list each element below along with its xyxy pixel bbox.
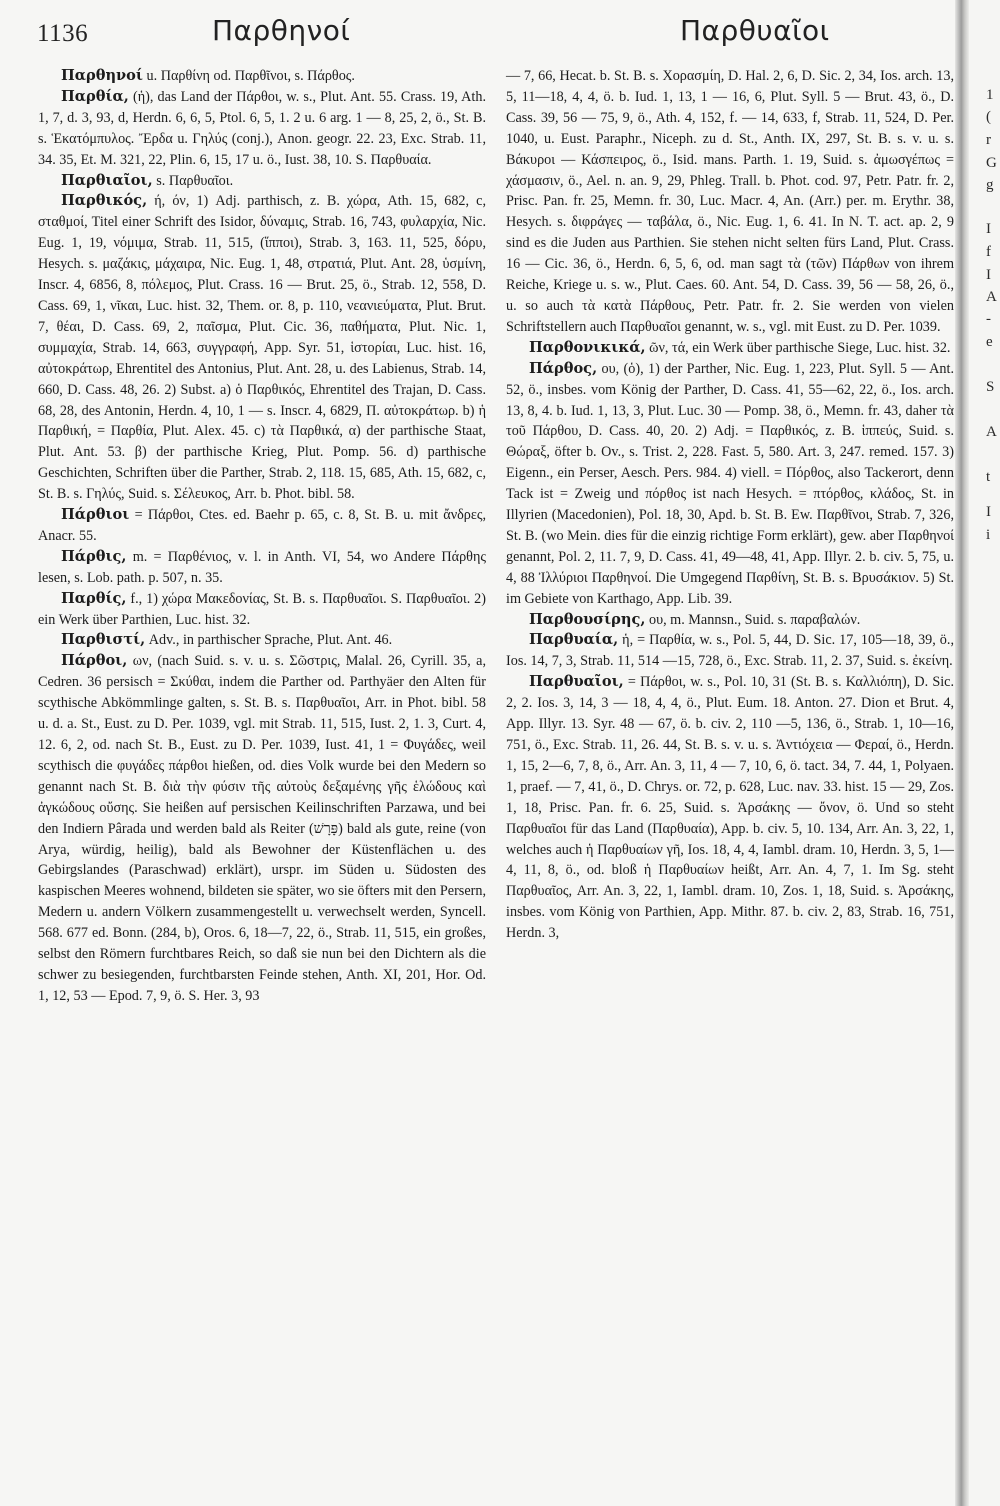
entry-headword: Παρθουσίρης, [529,610,646,628]
entry-headword: Παρθονικικά, [529,338,646,356]
entry-definition: = Πάρθοι, w. s., Pol. 10, 31 (St. B. s. Καλλιόπη), D. Sic. 2, 2. Ios. 3, 14, 3 — 18, 4, 4, ö., Plut. Eum. 18. Anton. 27. Dion et Brut. 4, App. Illyr. 13. Syr. 48 — 67, ö. b. civ. 2, 110 —5, 136, ö., Strab. 1, 10—16, 751, ö., Exc. Strab. 11, 26. 44, St. B. s. v. u. s. Ἀντιόχεια — Φεραί, ö., Herdn. 1, 15, 2—6, 7, 8, ö., Arr. An. 3, 11, 4 — 7, 10, 6, ö. tact. 34, 7. 44, 1, Polyaen. 1, praef. — 7, 41, ö., D. Chrys. or. 72, p. 628, Luc. nav. 33. hist. 15 — 29, Zos. 1, 18, Prisc. Pan. fr. 6. 25, Suid. s. Ἀρσάκης — ὄνον, ö. Und so steht Παρθυαῖοι für das Land (Παρθυαία), App. b. civ. 5, 10. 134, Arr. An. 3, 22, 1, welches auch ἡ Παρθυαίων γῆ, Ios. 18, 4, 4, Iambl. dram. 10, Herdn. 3, 5, 1—4, 11, 8, ö., od. bloß ἡ Παρθυαίων heißt, Arr. An. 4, 7, 1. Im Sg. steht Παρθυαῖος, Arr. An. 3, 22, 1, Iambl. dram. 10, Zos. 1, 18, Suid. s. Ἀρσάκης, insbes. vom König von Parthien, App. Mithr. 87. b. civ. 2, 83, Strab. 16, 751, Herdn. 3, [506,674,954,942]
entry-definition: s. Παρθυαῖοι. [152,172,234,189]
entry-definition: ου, m. Mannsn., Suid. s. παραβαλών. [645,611,861,628]
entry-definition: f., 1) χώρα Μακεδονίας, St. B. s. Παρθυαῖοι. S. Παρθυαῖοι. 2) ein Werk über Parthien, Luc. hist. 32. [38,590,486,628]
dictionary-entry [38,191,486,505]
left-column [38,66,486,1007]
dictionary-entry [506,359,954,610]
entry-headword: Παρθηνοί [61,67,143,84]
entry-definition: u. Παρθίνη od. Παρθῖνοι, s. Πάρθος. [142,68,355,84]
right-column [506,66,954,944]
adjacent-page-text-fragment: 1 [986,87,994,103]
entry-headword: Πάρθις, [61,547,127,565]
adjacent-page-text-fragment: A [986,424,997,440]
adjacent-page-text-fragment: i [986,527,991,543]
entry-headword: Παρθικός, [61,192,148,210]
dictionary-entry [38,66,486,87]
adjacent-page-text-fragment: I [986,221,991,237]
entry-definition: ή, όν, 1) Adj. parthisch, z. B. χώρα, Ath. 15, 682, c, σταθμοί, Titel einer Schrift des Isidor, δύναμις, Strab. 16, 743, φυλαρχία, Nic. Eug. 1, 19, νόμιμα, Strab. 11, 515, (ἵπποι), Strab. 3, 163. 11, 525, δόρυ, Hesych. s. μαζάκις, μάχαιρα, Nic. Eug. 1, 48, στρατιά, Plut. Ant. 28, ὑσμίνη, Inscr. 4, 6856, 8, πόλεμος, Plut. Crass. 16 — Brut. 25, ö., Strab. 12, 558, D. Cass. 69, 1, νῖκαι, Luc. hist. 32, Them. or. 8, p. 110, νεανιεύματα, Plut. Brut. 7, θέαι, D. Cass. 69, 2, παῖσμα, Plut. Cic. 36, παθήματα, Plut. Nic. 1, συμμαχία, Strab. 14, 663, συγγραφή, App. Syr. 51, ἱστορίαι, Luc. hist. 16, αὐτοκράτωρ, Ehrentitel des Antonius, Plut. Ant. 28, u. des Labienus, Strab. 14, 660, D. Cass. 48, 26. 2) Subst. a) ὁ Παρθικός, Ehrentitel des Trajan, D. Cass. 68, 28, des Antonin, Herdn. 4, 10, 1 — s. Inscr. 4, 6829, Π. αὐτοκράτωρ. b) ἡ Παρθική, = Παρθία, Plut. Alex. 45. c) τὰ Παρθικά, α) der parthische Staat, Plut. Ant. 53. β) der parthische Krieg, Plut. Pomp. 56. d) parthische Geschichten, Schriften über die Parther, Strab. 2, 118. 15, 685, Ath. 15, 682, c, St. B. s. Γηλύς, Suid. s. Σέλευκος, Arr. b. Phot. bibl. 58. [38,193,486,503]
adjacent-page-text-fragment: G [986,155,997,171]
dictionary-entry [506,338,954,359]
adjacent-page-text-fragment: S [986,379,995,395]
adjacent-page-text-fragment: r [986,132,991,148]
running-head-right: Παρθυαῖοι [680,14,830,47]
entry-headword: Πάρθιοι [61,506,130,524]
adjacent-page-text-fragment: t [986,469,991,485]
dictionary-entry [506,672,954,944]
adjacent-page-text-fragment: g [986,177,994,193]
dictionary-entry [506,610,954,631]
adjacent-page-text-fragment: I [986,267,991,283]
adjacent-page-text-fragment: I [986,504,991,520]
entry-headword: Πάρθος, [529,359,598,377]
dictionary-entry [38,171,486,192]
dictionary-entry [38,589,486,631]
book-gutter-shadow [955,0,969,1506]
entry-headword: Παρθυαῖοι, [529,673,624,691]
adjacent-page-text-fragment: A [986,289,997,305]
entry-definition: m. = Παρθένιος, v. l. in Anth. VI, 54, wo Andere Πάρθης lesen, s. Lob. path. p. 507, n. 35. [38,548,486,586]
entry-headword: Παρθιστί, [61,631,146,649]
entry-definition: ων, (nach Suid. s. v. u. s. Σῶστρις, Malal. 26, Cyrill. 35, a, Cedren. 36 persisch = Σκύθαι, indem die Parther od. Parthyäer den Alten für scythische Abkömmlinge galten, s. St. B. s. Παρθυαῖοι, Arr. in Phot. bibl. 58 u. d. a. St., Eust. zu D. Per. 1039, vgl. mit Strab. 11, 515, Iust. 2, 1. 3, Curt. 4, 12. 6, 2, od. nach St. B., Eust. zu D. Per. 1039, Iust. 41, 1 = Φυγάδες, weil scythisch die φυγάδες πάρθοι hießen, od. dies Volk wurde bei den Medern so genannt nach St. B. διὰ τὴν φύσιν τῆς αὐτοὺς δεξαμένης γῆς ἑλώδους καὶ ἀγκώδους οὔσης. Sie heißen auf persischen Keilinschriften Parzawa, und bei den Indiern Pârada und werden bald als Reiter (פָּרָשׁ) bald als gute, reine (von Arya, würdig, heilig), bald als Bewohner der Küstenflächen u. des Gebirgslandes (Paraschwad) erklärt), urspr. im Süden u. Südosten des kaspischen Meeres wohnend, bildeten sie später, wo sie öfters mit den Persern, Medern u. andern Völkern zusammengestellt u. verwechselt werden, Syncell. 568. 677 ed. Bonn. (284, b), Oros. 6, 18—7, 22, ö., Strab. 11, 515, ein großes, selbst den Römern furchtbares Reich, so daß sie nun bei den Dichtern als die schwer zu besiegenden, furchtbarsten Feinde stehen, Anth. XI, 201, Hor. Od. 1, 12, 53 — Epod. 7, 9, ö. S. Her. 3, 93 [38,653,486,1004]
dictionary-entry [38,651,486,1006]
entry-definition: Adv., in parthischer Sprache, Plut. Ant. 46. [145,632,393,649]
entry-definition: — 7, 66, Hecat. b. St. B. s. Χορασμίη, D. Hal. 2, 6, D. Sic. 2, 34, Ios. arch. 13, 5, 11—18, 4, 4, ö. b. Iud. 1, 13, 1 — 16, 6, Plut. Syll. 5 — Brut. 43, ö., D. Cass. 39, 56 — 75, 9, ö., Ath. 4, 152, f. — 14, 633, f, Strab. 11, 524, D. Per. 1040, u. Eust. Paraphr., Niceph. zu d. St., Anth. IX, 297, St. B. s. v. u. s. Βάκυροι — Κάσπειρος, ö., Isid. mans. Parth. 1. 19, Suid. s. ἀμωσγέπως = χάσμασιν, ö., Ael. n. an. 9, 29, Phleg. Trall. b. Phot. cod. 97, Petr. Patr. fr. 2, Prisc. Pan. fr. 25, Memn. fr. 30, Luc. Macr. 4, An. (Arr.) per. m. Erythr. 38, Hesych. s. διφράγες — ταβάλα, ö., Nic. Eug. 1, 6. 41. In N. T. act. ap. 2, 9 sind es die Juden aus Parthien. Sie stehen nicht selten fürs Land, Plut. Crass. 16 — Cic. 36, ö., Herdn. 6, 5, 6, od. man sagt τὰ (τῶν) Πάρθων von ihrem Reiche, Kriege u. s. w., Plut. Caes. 60. Ant. 54, D. Cass. 39, 56 — 58, 26, ö., u. so auch τὰ κατὰ Πάρθους, Petr. Patr. fr. 2. Sie werden von vielen Schriftstellern auch Παρθυαῖοι genannt, w. s., vgl. mit Eust. zu D. Per. 1039. [506,68,954,335]
dictionary-entry [38,87,486,171]
dictionary-entry [506,66,954,338]
dictionary-entry [38,630,486,651]
page-header [0,14,962,54]
entry-definition: ῶν, τά, ein Werk über parthische Siege, Luc. hist. 32. [645,339,951,356]
entry-headword: Παρθιαῖοι, [61,171,153,189]
entry-definition: ου, (ὁ), 1) der Parther, Nic. Eug. 1, 223, Plut. Syll. 5 — Ant. 52, ö., insbes. vom König der Parther, D. Cass. 41, 55—62, 22, ö., Ios. arch. 13, 8, 4. b. Iud. 1, 13, 3, Plut. Luc. 30 — Pomp. 38, ö., Memn. fr. 43, daher τὰ τοῦ Πάρθου, D. Cass. 40, 20. 2) Adj. = Παρθικός, z. B. ἱππεύς, Suid. s. Θώραξ, öfter b. Ov., s. Trist. 2, 228. Fast. 5, 580. Art. 3, 247. remed. 157. 3) Eigenn., ein Perser, Aesch. Pers. 984. 4) viell. = Πόρθος, also Tackerort, denn Tack ist = Zweig und πόρθος ist nach Hesych. = πτόρθος, κλάδος, St. in Illyrien (Macedonien), Pol. 18, 30, Apd. b. St. B. Ew. Παρθῖνοι, Strab. 7, 326, St. B. (wo Mein. dies für die einzig richtige Form erklärt), gew. aber Παρθηνοί genannt, Pol. 2, 11. 7, 9, D. Cass. 41, 49—48, 41, App. Illyr. 2. b. civ. 5, 75, u. 4, 88 Ἰλλύριοι Παρθηνοί. Die Umgegend Παρθίνη, St. B. s. Βρυσάκιον. 5) St. im Gebiete von Karthago, App. Lib. 39. [506,360,954,607]
dictionary-entry [506,630,954,672]
dictionary-entry [38,505,486,547]
adjacent-page-edge [969,0,1000,1506]
entry-headword: Παρθυαία, [529,631,619,649]
adjacent-page-text-fragment: e [986,334,993,350]
adjacent-page-text-fragment: - [986,311,991,327]
running-head-left: Παρθηνοί [212,14,351,47]
entry-definition: (ἡ), das Land der Πάρθοι, w. s., Plut. Ant. 55. Crass. 19, Ath. 1, 7, d. 3, 93, d, Herdn. 6, 6, 5, Ptol. 6, 5, 1. 2 u. 6 arg. 1 — 8, 25, 2, ö., St. B. s. Ἑκατόμπυλος. Ἔρδα u. Γηλύς (conj.), Anon. geogr. 22. 23, Exc. Strab. 11, 34. 35, Et. M. 321, 22, Plin. 6, 15, 17 u. ö., Iust. 38, 10. S. Παρθυαία. [38,88,486,168]
entry-headword: Παρθία, [61,87,129,105]
adjacent-page-text-fragment: ( [986,109,991,125]
adjacent-page-text-fragment: f [986,244,991,260]
entry-definition: = Πάρθοι, Ctes. ed. Baehr p. 65, c. 8, St. B. u. mit ἄνδρες, Anacr. 55. [38,507,486,544]
page-number: 1136 [37,20,89,47]
entry-headword: Πάρθοι, [61,652,128,670]
entry-definition: ἡ, = Παρθία, w. s., Pol. 5, 44, D. Sic. 17, 105—18, 39, ö., Ios. 14, 7, 3, Strab. 11, 514 —15, 728, ö., Exc. Strab. 11, 2. 37, Suid. s. ἐκείνη. [506,632,954,670]
dictionary-entry [38,547,486,589]
entry-headword: Παρθίς, [61,589,127,607]
